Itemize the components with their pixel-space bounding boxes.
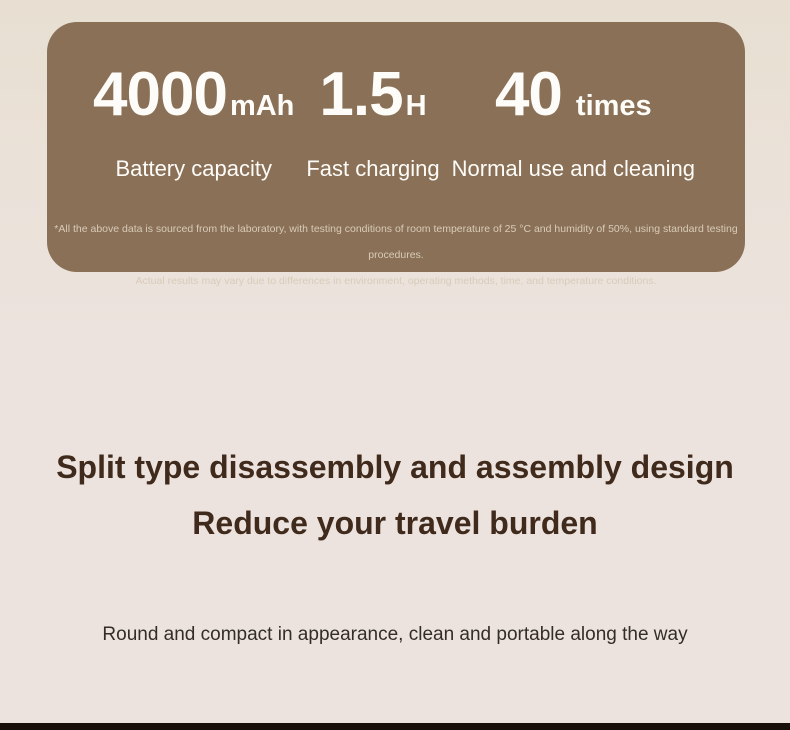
stat-battery-capacity <box>93 60 295 182</box>
stat-fast-charging <box>306 60 440 182</box>
stat-unit: times <box>575 90 652 122</box>
stat-value: 4000 <box>93 60 227 129</box>
headline-line-2: Reduce your travel burden <box>192 505 598 541</box>
stat-label: Fast charging <box>306 156 440 181</box>
stat-value-row <box>319 60 427 142</box>
stat-value: 40 <box>494 60 562 129</box>
stat-normal-use <box>451 60 695 182</box>
stat-unit: H <box>405 90 427 122</box>
stats-card <box>47 22 745 287</box>
bottom-bar <box>0 723 790 730</box>
headline-line-1: Split type disassembly and assembly design <box>56 449 734 485</box>
stats-row <box>47 22 745 182</box>
lab-disclaimer <box>47 216 745 294</box>
hero-section <box>0 439 790 646</box>
stat-value: 1.5 <box>319 60 403 129</box>
stat-value-row <box>93 60 295 142</box>
stat-label: Normal use and cleaning <box>451 156 695 181</box>
sub-headline: Round and compact in appearance, clean and portable along the way <box>102 624 688 645</box>
stat-value-row <box>494 60 652 142</box>
disclaimer-line-1: *All the above data is sourced from the laboratory, with testing conditions of room temperature of 25 °C and humidity of 50%, using standard testing procedures. <box>54 223 738 261</box>
stat-unit: mAh <box>229 90 295 122</box>
disclaimer-line-2: Actual results may vary due to differences in environment, operating methods, time, and temperature conditions. <box>135 275 657 287</box>
stat-label: Battery capacity <box>115 156 272 181</box>
